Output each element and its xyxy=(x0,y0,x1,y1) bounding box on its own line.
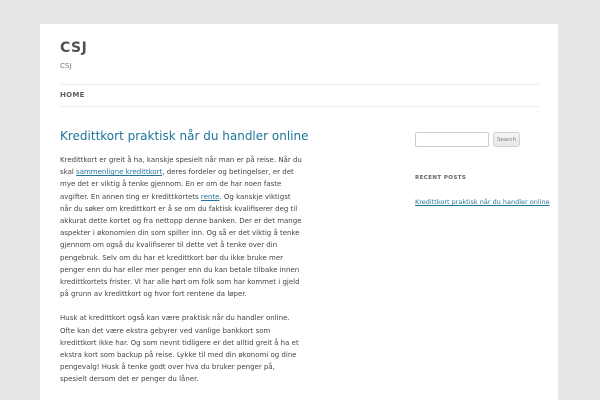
page-container xyxy=(40,24,558,400)
interest-rate-link[interactable]: rente xyxy=(200,192,220,201)
compare-credit-cards-link[interactable]: sammenligne kredittkort xyxy=(76,168,163,177)
post-paragraph xyxy=(60,154,302,300)
post-title[interactable]: Kredittkort praktisk når du handler online xyxy=(60,129,309,143)
paragraph-text: , deres fordeler og betingelser, er det mye det er viktig å tenke gjennom. En er om de har noen faste avgifter. En annen ting er kredittkortets xyxy=(60,168,294,201)
site-description: CSJ xyxy=(60,62,72,70)
post-paragraph: Husk at kredittkort også kan være praktisk når du handler online. Ofte kan det være ekstra gebyrer ved vanlige bankkort som kredittkort ikke har. Og som nevnt tidligere er det alltid greit å ha et ekstra kort som backup på reise. Lykke til med din økonomi og dine pengevalg! Husk å tenke godt over hva du bruker penger på, spesielt dersom det er penger du låner. xyxy=(60,314,299,384)
search-input[interactable] xyxy=(415,132,489,147)
paragraph-text: Kredittkort er greit å ha, kanskje spesielt når man er på reise. Når du skal xyxy=(60,156,302,177)
main-navigation xyxy=(60,84,539,107)
post-content xyxy=(60,154,302,398)
recent-posts-heading: RECENT POSTS xyxy=(415,175,467,181)
nav-item-home[interactable]: HOME xyxy=(60,91,85,99)
paragraph-text: . Og kanskje viktigst når du søker om kredittkort er å se om du faktisk kvalifiserer deg til akkurat dette kortet og fra nettopp denne banken. Der er det mange aspekter i økonomien din som spiller inn. Og så er det viktig å tenke gjennom om også du kvalifiserer til dette vet å tenke over din pengebruk. Selv om du har et kredittkort bør du ikke bruke mer penger enn du har eller mer penger enn du kan betale tilbake innen kredittkortets frister. Vi har alle hørt om folk som har kommet i gjeld på grunn av kredittkort og hvor fort rentene da løper. xyxy=(60,192,302,299)
search-button[interactable]: Search xyxy=(493,132,520,147)
recent-post-link[interactable]: Kredittkort praktisk når du handler online xyxy=(415,198,550,206)
site-title[interactable]: CSJ xyxy=(60,40,88,56)
